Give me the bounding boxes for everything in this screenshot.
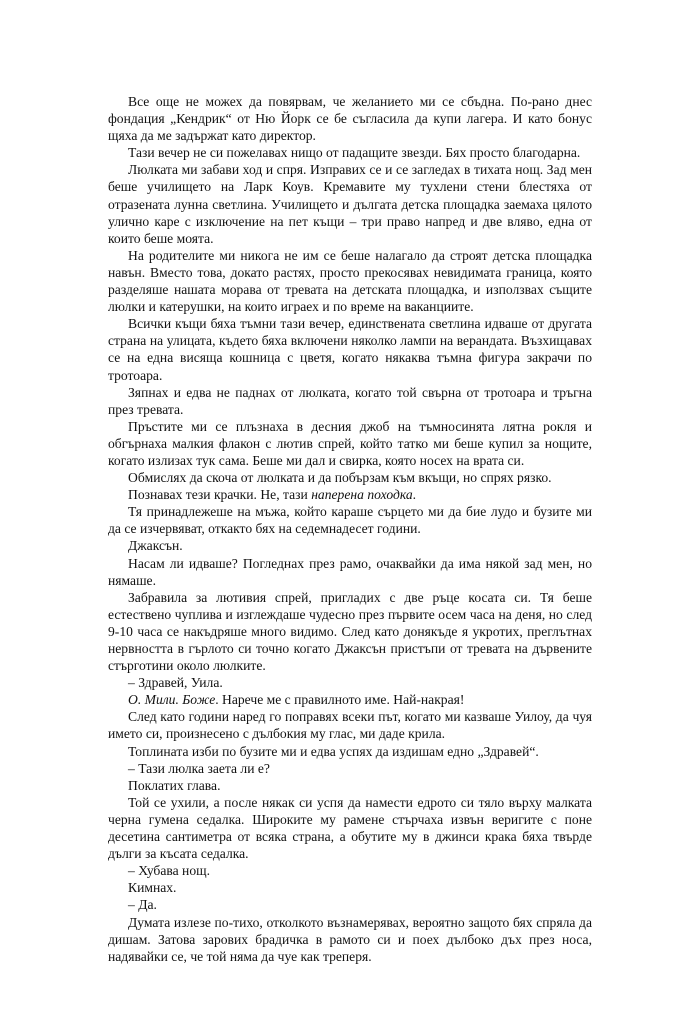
- paragraph: Джаксън.: [128, 538, 183, 554]
- paragraph: Той се ухили, а после някак си успя да намести едрото си тяло върху малката черна гумена седалка. Широките му рамене стърчаха извън веригите с поне десетина сантиметра от всяка страна, а обутите му в джинси крака бяха твърде дълги за късата седалка.: [108, 794, 592, 862]
- paragraph: Кимнах.: [128, 880, 177, 896]
- paragraph: Обмислях да скоча от люлката и да побързам към вкъщи, но спрях рязко.: [128, 470, 552, 486]
- paragraph: – Хубава нощ.: [128, 863, 210, 879]
- paragraph: – Здравей, Уила.: [128, 675, 223, 691]
- book-page: [108, 93, 592, 965]
- paragraph: Тази вечер не си пожелавах нищо от падащите звезди. Бях просто благодарна.: [128, 145, 581, 161]
- paragraph: След като години наред го поправях всеки път, когато ми казваше Уилоу, да чуя името си, произнесено с дълбокия му глас, ми даде крила.: [108, 709, 592, 742]
- paragraph-text: . Нарече ме с правилното име. Най-накрая!: [215, 692, 465, 708]
- paragraph: Все още не можех да повярвам, че желанието ми се сбъдна. По-рано днес фондация „Кендрик“ от Ню Йорк се бе съгласила да купи лагера. И като бонус щяха да ме задържат като директор.: [108, 94, 592, 144]
- paragraph: Поклатих глава.: [128, 777, 221, 793]
- paragraph: [108, 486, 592, 503]
- paragraph-text: .: [412, 487, 417, 503]
- paragraph: Зяпнах и едва не паднах от люлката, когато той свърна от тротоара и тръгна през тревата.: [108, 384, 592, 417]
- paragraph: Топлината изби по бузите ми и едва успях да издишам едно „Здравей“.: [128, 743, 539, 759]
- paragraph: [108, 691, 592, 708]
- italic-phrase: наперена походка: [311, 487, 413, 503]
- paragraph-text: Познавах тези крачки. Не, тази: [128, 487, 312, 503]
- italic-phrase: О. Мили. Боже: [128, 692, 216, 708]
- paragraph: Забравила за лютивия спрей, пригладих с две ръце косата си. Тя беше естествено чуплива и изглеждаше чудесно през първите осем часа на деня, но след 9-10 часа се накъдряше много видимо. След като донякъде я укротих, преглътнах нервността в гърлото си точно когато Джаксън пристъпи от тревата на дървените стърготини около люлките.: [108, 589, 592, 674]
- paragraph: – Тази люлка заета ли е?: [128, 760, 270, 776]
- paragraph: Думата излезе по-тихо, отколкото възнамерявах, вероятно защото бях спряла да дишам. Затова зарових брадичка в рамото си и поех дълбоко дъх през носа, надявайки се, че той няма да чуе как треперя.: [108, 914, 592, 964]
- paragraph: Насам ли идваше? Погледнах през рамо, очаквайки да има някой зад мен, но нямаше.: [108, 555, 592, 588]
- paragraph: Пръстите ми се плъзнаха в десния джоб на тъмносинята лятна рокля и обгърнаха малкия флакон с лютив спрей, който татко ми беше купил за нощите, когато излизах тук сама. Беше ми дал и свирка, която носех на врата си.: [108, 418, 592, 468]
- paragraph: Люлката ми забави ход и спря. Изправих се и се загледах в тихата нощ. Зад мен беше училището на Ларк Коув. Кремавите му тухлени стени блестяха от отразената лунна светлина. Училището и дългата детска площадка заемаха цялото улично каре с изключение на пет къщи – три право напред и две вляво, една от които беше моята.: [108, 162, 592, 246]
- paragraph: Тя принадлежеше на мъжа, който караше сърцето ми да бие лудо и бузите ми да се изчервяват, откакто бях на седемнадесет години.: [108, 504, 592, 537]
- paragraph: На родителите ми никога не им се беше налагало да строят детска площадка навън. Вместо това, докато растях, просто прекосявах невидимата граница, която разделяше нашата морава от тревата на детската площадка, и използвах същите люлки и катерушки, на които играех и по време на ваканциите.: [108, 247, 592, 315]
- paragraph: Всички къщи бяха тъмни тази вечер, единствената светлина идваше от другата страна на улицата, където бяха включени няколко лампи на верандата. Възхищавах се на една висяща кошница с цветя, когато някаква тъмна фигура закрачи по тротоара.: [108, 316, 592, 383]
- paragraph: – Да.: [128, 897, 157, 913]
